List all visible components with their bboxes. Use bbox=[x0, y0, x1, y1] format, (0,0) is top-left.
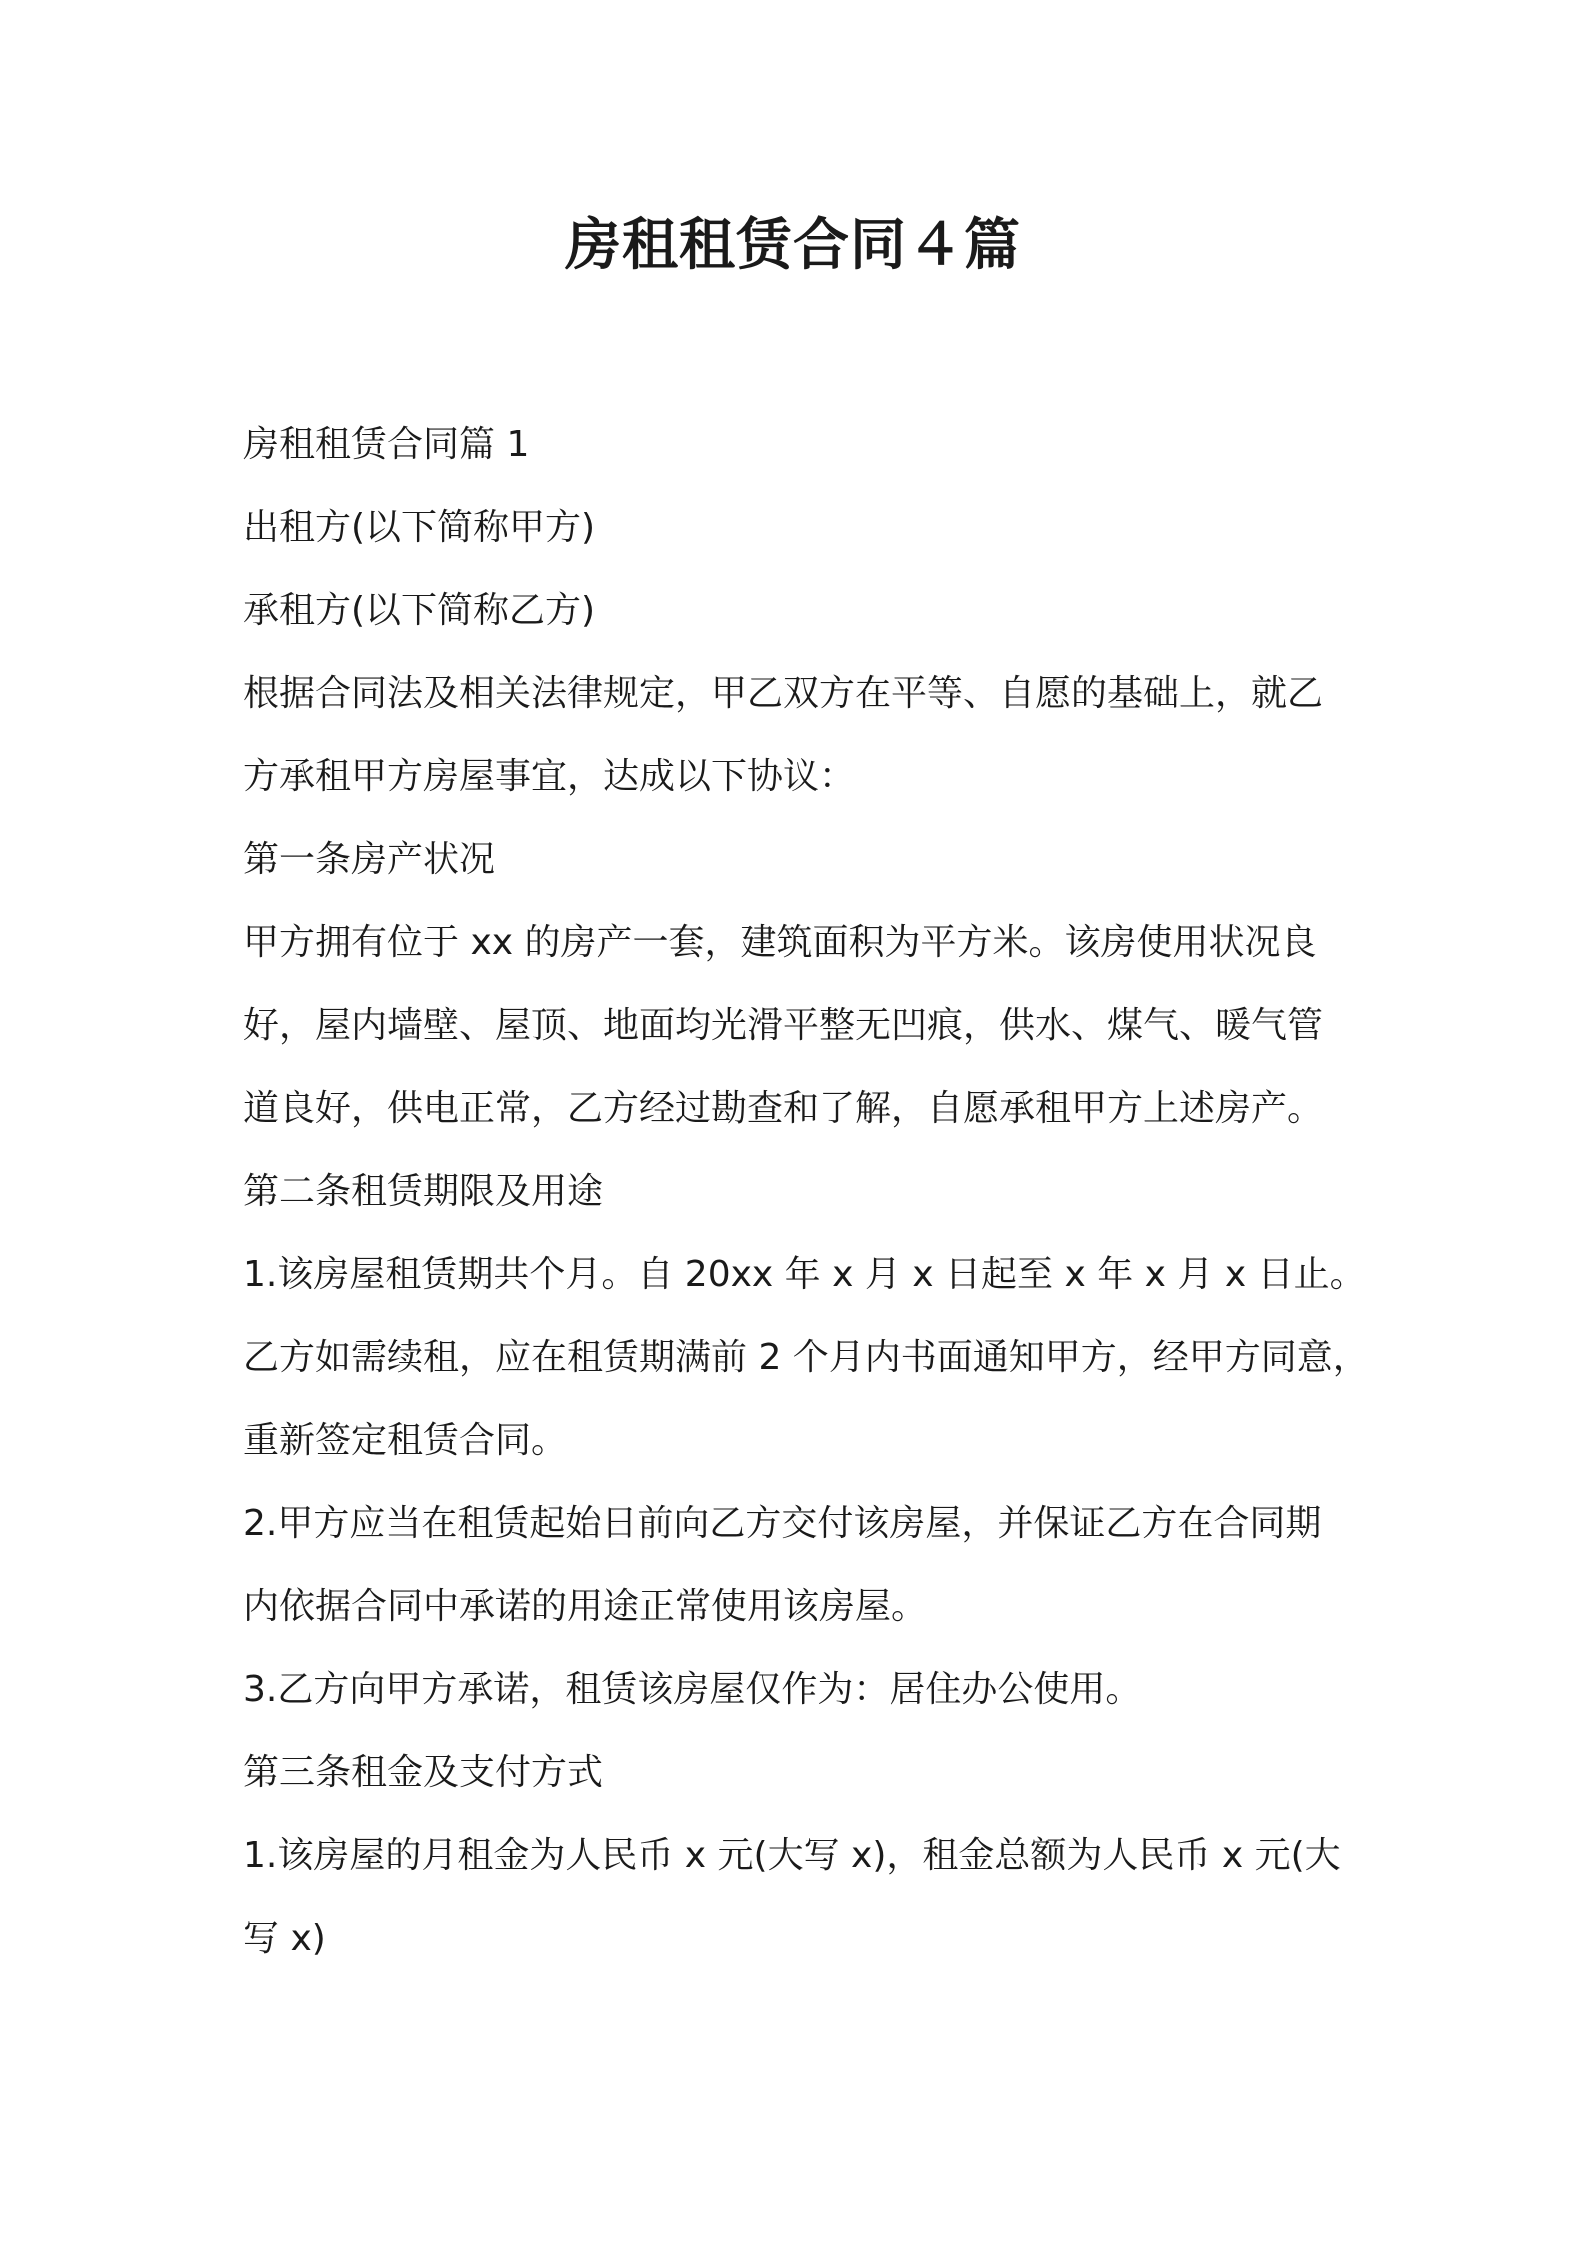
document-title: 房租租赁合同４篇 bbox=[565, 213, 1021, 278]
paragraph-line: 1.该房屋租赁期共个月。自 20xx 年 x 月 x 日起至 x 年 x 月 x 日止。 bbox=[243, 1254, 1366, 1295]
article-heading: 第二条租赁期限及用途 bbox=[243, 1171, 604, 1212]
paragraph-line: 好，屋内墙壁、屋顶、地面均光滑平整无凹痕，供水、煤气、暖气管 bbox=[243, 1005, 1324, 1046]
paragraph-line: 内依据合同中承诺的用途正常使用该房屋。 bbox=[243, 1586, 928, 1627]
paragraph-line: 3.乙方向甲方承诺，租赁该房屋仅作为：居住办公使用。 bbox=[243, 1669, 1142, 1710]
paragraph-line: 重新签定租赁合同。 bbox=[243, 1420, 568, 1461]
document-body bbox=[243, 403, 1369, 1980]
party-lessor: 出租方(以下简称甲方) bbox=[243, 507, 596, 548]
section-heading: 房租租赁合同篇 1 bbox=[243, 424, 530, 465]
paragraph-line: 甲方拥有位于 xx 的房产一套，建筑面积为平方米。该房使用状况良 bbox=[243, 922, 1317, 963]
article-heading: 第一条房产状况 bbox=[243, 839, 496, 880]
paragraph-line: 道良好，供电正常，乙方经过勘查和了解，自愿承租甲方上述房产。 bbox=[243, 1088, 1324, 1129]
paragraph-line: 1.该房屋的月租金为人民币 x 元(大写 x)，租金总额为人民币 x 元(大 bbox=[243, 1835, 1341, 1876]
paragraph-line: 写 x) bbox=[243, 1918, 326, 1959]
party-lessee: 承租方(以下简称乙方) bbox=[243, 590, 596, 631]
paragraph-line: 乙方如需续租，应在租赁期满前 2 个月内书面通知甲方，经甲方同意， bbox=[243, 1337, 1369, 1378]
paragraph-line: 根据合同法及相关法律规定，甲乙双方在平等、自愿的基础上，就乙 bbox=[243, 673, 1324, 714]
article-heading: 第三条租金及支付方式 bbox=[243, 1752, 604, 1793]
paragraph-line: 2.甲方应当在租赁起始日前向乙方交付该房屋，并保证乙方在合同期 bbox=[243, 1503, 1322, 1544]
paragraph-line: 方承租甲方房屋事宜，达成以下协议： bbox=[243, 756, 856, 797]
